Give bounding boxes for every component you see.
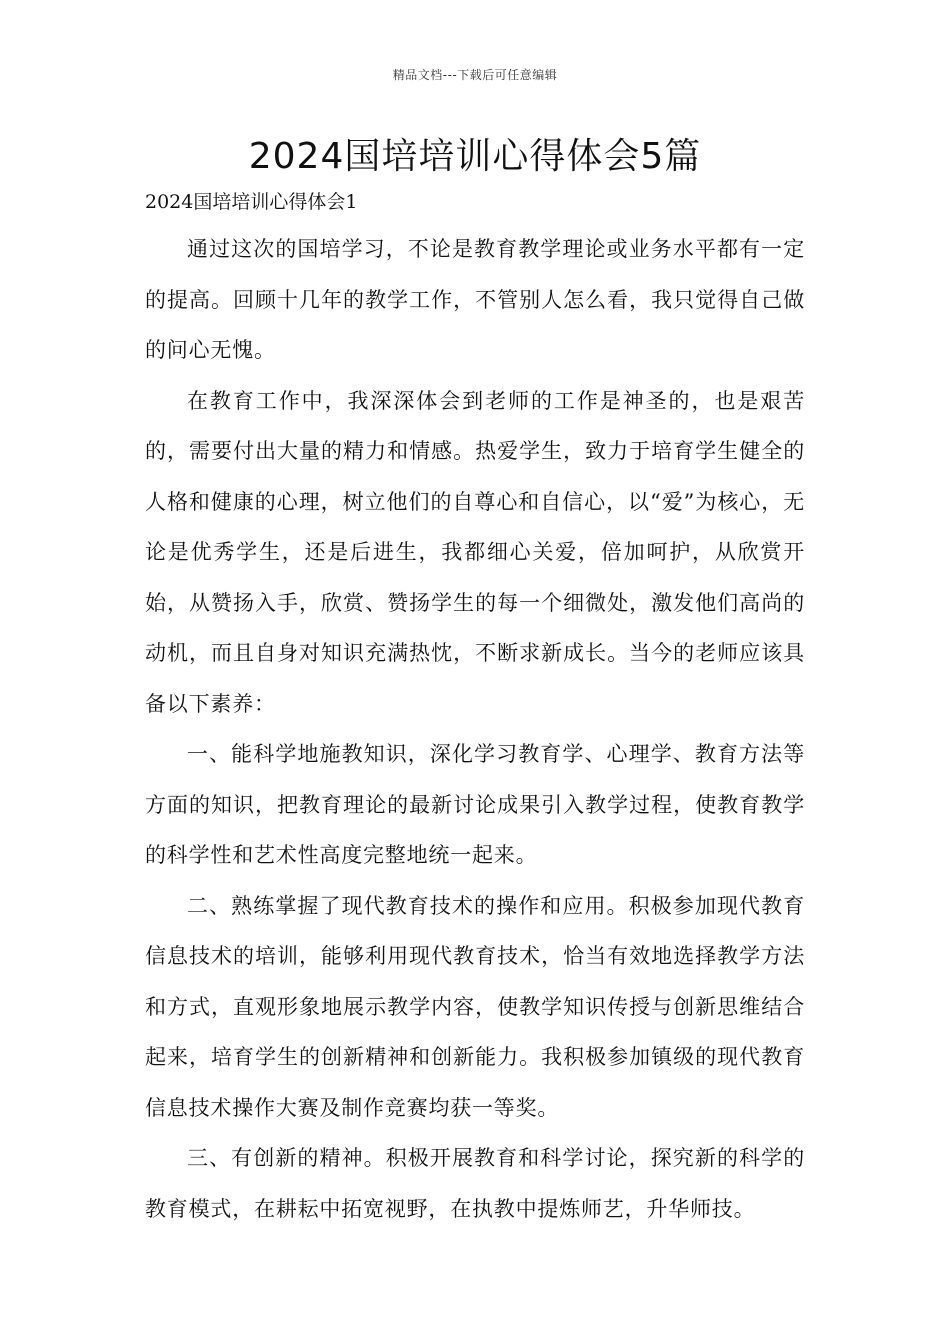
paragraph: 在教育工作中，我深深体会到老师的工作是神圣的，也是艰苦的，需要付出大量的精力和情感。热爱学生，致力于培育学生健全的人格和健康的心理，树立他们的自尊心和自信心，以“爱”为核心，无论是优秀学生，还是后进生，我都细心关爱，倍加呵护，从欣赏开始，从赞扬入手，欣赏、赞扬学生的每一个细微处，激发他们高尚的动机，而且自身对知识充满热忱，不断求新成长。当今的老师应该具备以下素养： — [145, 388, 805, 716]
document-body — [145, 224, 805, 1234]
paragraph: 一、能科学地施教知识，深化学习教育学、心理学、教育方法等方面的知识，把教育理论的最新讨论成果引入教学过程，使教育教学的科学性和艺术性高度完整地统一起来。 — [145, 742, 805, 867]
paragraph: 通过这次的国培学习，不论是教育教学理论或业务水平都有一定的提高。回顾十几年的教学工作，不管别人怎么看，我只觉得自己做的问心无愧。 — [145, 237, 805, 362]
section-title: 2024国培培训心得体会1 — [145, 191, 358, 213]
header-note: 精品文档---下载后可任意编辑 — [392, 68, 558, 82]
paragraph: 三、有创新的精神。积极开展教育和科学讨论，探究新的科学的教育模式，在耕耘中拓宽视野，在执教中提炼师艺，升华师技。 — [145, 1146, 805, 1221]
document-title: 2024国培培训心得体会5篇 — [248, 136, 702, 177]
paragraph: 二、熟练掌握了现代教育技术的操作和应用。积极参加现代教育信息技术的培训，能够利用现代教育技术，恰当有效地选择教学方法和方式，直观形象地展示教学内容，使教学知识传授与创新思维结合起来，培育学生的创新精神和创新能力。我积极参加镇级的现代教育信息技术操作大赛及制作竞赛均获一等奖。 — [145, 893, 805, 1120]
